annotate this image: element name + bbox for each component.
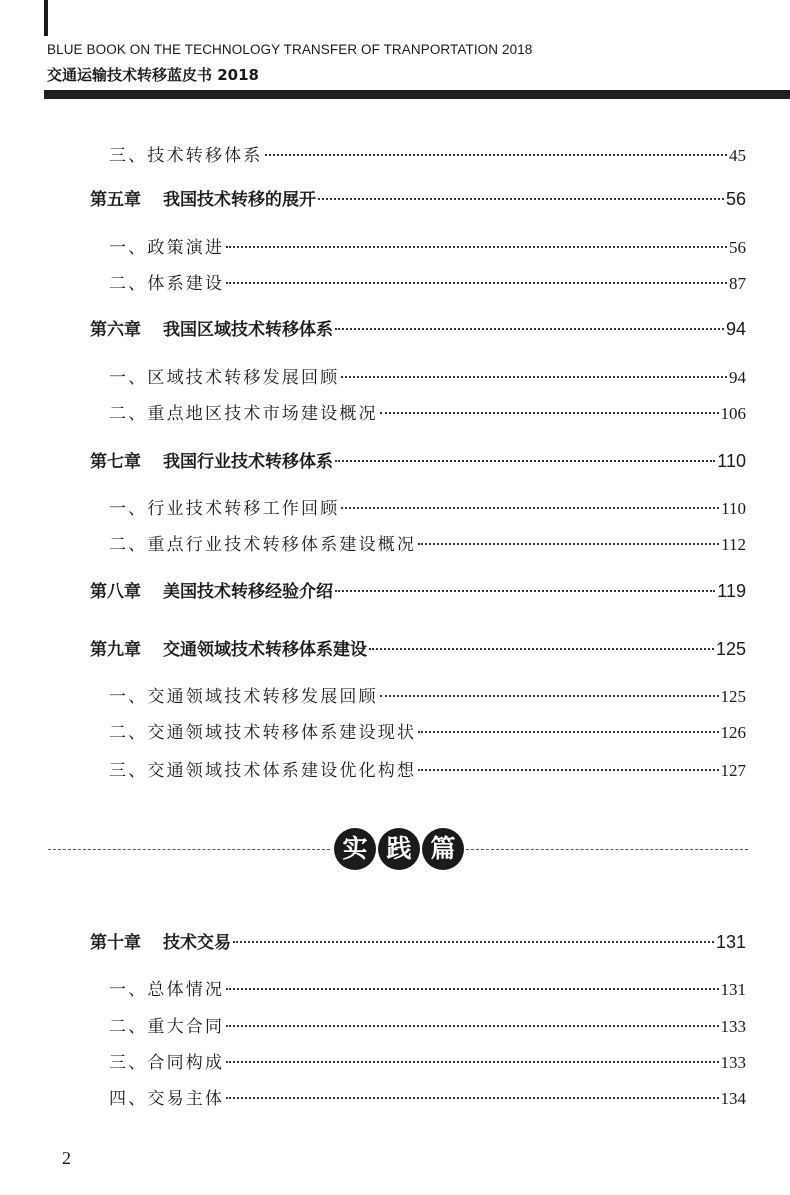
toc-chapter-title: 我国区域技术转移体系 [163, 320, 333, 340]
toc-page-number: 133 [720, 1053, 746, 1072]
toc-chapter-number: 第八章 [90, 582, 141, 602]
dot-leader [335, 460, 715, 462]
toc-section-entry[interactable] [109, 141, 746, 166]
dot-leader [380, 412, 719, 414]
toc-section-entry[interactable] [109, 756, 746, 781]
dot-leader [226, 282, 727, 284]
toc-page-number: 119 [717, 581, 746, 601]
header-rule [44, 90, 790, 99]
toc-chapter-number: 第七章 [90, 452, 141, 472]
toc-section-label: 一、总体情况 [109, 980, 225, 1000]
banner-char-circle: 篇 [422, 828, 464, 870]
toc-page-number: 133 [720, 1017, 746, 1036]
dot-leader [335, 328, 724, 330]
toc-section-label: 一、交通领域技术转移发展回顾 [109, 687, 378, 707]
toc-section-entry[interactable] [109, 530, 746, 555]
toc-page-number: 106 [720, 404, 746, 423]
toc-section-entry[interactable] [109, 1084, 746, 1109]
toc-chapter-title: 交通领域技术转移体系建设 [163, 640, 367, 660]
toc-section-entry[interactable] [109, 682, 746, 707]
dot-leader [226, 1061, 718, 1063]
toc-section-label: 一、行业技术转移工作回顾 [109, 499, 340, 519]
toc-chapter-entry[interactable] [90, 447, 746, 472]
dot-leader [369, 648, 714, 650]
toc-page-number: 125 [720, 687, 746, 706]
toc-section-entry[interactable] [109, 494, 746, 519]
banner-dashed-line-right [466, 849, 748, 850]
running-header-chinese: 交通运输技术转移蓝皮书 2018 [47, 66, 259, 84]
toc-page-number: 125 [715, 639, 746, 659]
dot-leader [226, 1025, 718, 1027]
toc-section-label: 二、体系建设 [109, 274, 225, 294]
dot-leader [318, 198, 724, 200]
toc-chapter-title: 我国技术转移的展开 [163, 190, 316, 210]
toc-chapter-title: 我国行业技术转移体系 [163, 452, 333, 472]
toc-chapter-number: 第六章 [90, 320, 141, 340]
part-banner [48, 828, 748, 872]
dot-leader [418, 769, 718, 771]
toc-chapter-number: 第九章 [90, 640, 141, 660]
toc-page-number: 134 [720, 1089, 746, 1108]
toc-page-number: 45 [729, 146, 746, 165]
toc-page-number: 56 [725, 189, 746, 209]
toc-section-entry[interactable] [109, 363, 746, 388]
toc-section-entry[interactable] [109, 399, 746, 424]
dot-leader [226, 988, 718, 990]
dot-leader [233, 941, 714, 943]
dot-leader [380, 695, 719, 697]
toc-chapter-entry[interactable] [90, 635, 746, 660]
toc-page-number: 131 [715, 932, 746, 952]
toc-section-label: 一、政策演进 [109, 238, 225, 258]
dot-leader [418, 543, 719, 545]
toc-page-number: 131 [720, 980, 746, 999]
page-number: 2 [62, 1148, 71, 1168]
toc-section-label: 三、交通领域技术体系建设优化构想 [109, 761, 417, 781]
toc-page-number: 112 [721, 535, 746, 554]
toc-section-label: 二、重点地区技术市场建设概况 [109, 404, 378, 424]
toc-chapter-entry[interactable] [90, 185, 746, 210]
toc-chapter-entry[interactable] [90, 315, 746, 340]
toc-section-entry[interactable] [109, 1048, 746, 1073]
toc-page-number: 94 [729, 368, 746, 387]
toc-section-entry[interactable] [109, 233, 746, 258]
banner-title [334, 828, 464, 870]
banner-dashed-line-left [48, 849, 330, 850]
dot-leader [341, 507, 719, 509]
header-vertical-bar [44, 0, 48, 36]
dot-leader [341, 376, 727, 378]
dot-leader [226, 1097, 718, 1099]
toc-chapter-entry[interactable] [90, 577, 746, 602]
toc-page-number: 87 [729, 274, 746, 293]
toc-page-number: 127 [720, 761, 746, 780]
running-header-english: BLUE BOOK ON THE TECHNOLOGY TRANSFER OF TRANPORTATION 2018 [47, 42, 533, 57]
toc-section-entry[interactable] [109, 718, 746, 743]
toc-chapter-entry[interactable] [90, 928, 746, 953]
toc-section-label: 一、区域技术转移发展回顾 [109, 368, 340, 388]
toc-page-number: 126 [720, 723, 746, 742]
banner-char-circle: 践 [378, 828, 420, 870]
toc-chapter-number: 第五章 [90, 190, 141, 210]
dot-leader [226, 246, 727, 248]
dot-leader [265, 154, 727, 156]
toc-section-label: 二、交通领域技术转移体系建设现状 [109, 723, 417, 743]
banner-char-circle: 实 [334, 828, 376, 870]
toc-chapter-number: 第十章 [90, 933, 141, 953]
toc-page-number: 94 [725, 319, 746, 339]
toc-section-entry[interactable] [109, 1012, 746, 1037]
toc-chapter-title: 技术交易 [163, 933, 231, 953]
toc-chapter-title: 美国技术转移经验介绍 [163, 582, 333, 602]
toc-section-label: 三、技术转移体系 [109, 146, 263, 166]
toc-section-entry[interactable] [109, 269, 746, 294]
toc-section-label: 四、交易主体 [109, 1089, 225, 1109]
toc-section-label: 二、重大合同 [109, 1017, 225, 1037]
toc-section-label: 二、重点行业技术转移体系建设概况 [109, 535, 417, 555]
toc-page-number: 56 [729, 238, 746, 257]
toc-section-label: 三、合同构成 [109, 1053, 225, 1073]
dot-leader [418, 731, 718, 733]
toc-page-number: 110 [717, 451, 746, 471]
dot-leader [335, 590, 715, 592]
toc-page-number: 110 [721, 499, 746, 518]
toc-section-entry[interactable] [109, 975, 746, 1000]
